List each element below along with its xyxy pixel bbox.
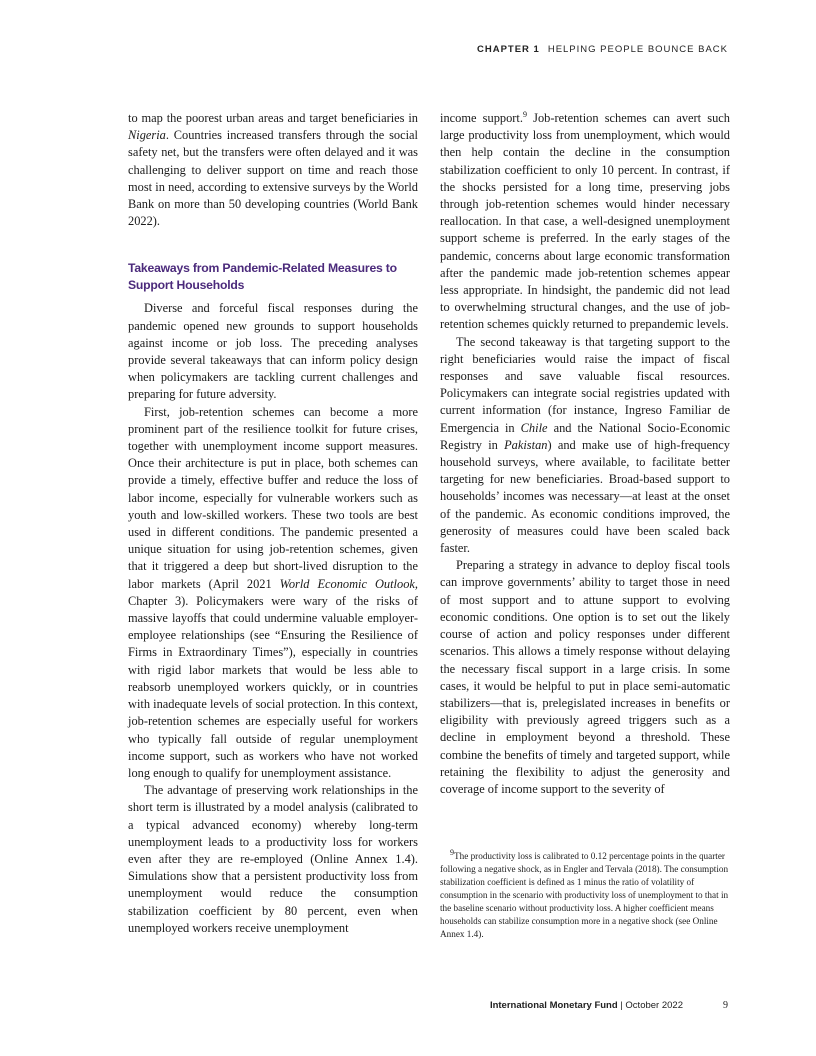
- left-column: [128, 110, 418, 937]
- footnote-ref[interactable]: 9: [522, 109, 527, 119]
- footnote-number: 9: [450, 847, 454, 857]
- paragraph: First, job-retention schemes can become a more prominent part of the resilience toolkit for future crises, together with unemployment income support measures. Once their architecture is put in place, both schemes can provide a timely, effective buffer and reduce the loss of labor income, especially for vulnerable workers such as youth and low-skilled workers. These two tools are best used in different conditions. The pandemic presented a unique situation for using job-retention schemes, given that it triggered a deep but short-lived disruption to the labor markets (April 2021 World Economic Outlook, Chapter 3). Policymakers were wary of the risks of massive layoffs that could undermine valuable employer-employee relationships (see “Ensuring the Resilience of Firms in Extraordinary Times”), especially in countries with rigid labor markets that would be less able to reabsorb unemployed workers quickly, or in countries with inadequate levels of social protection. In this context, job-retention schemes are especially useful for workers who typically fall outside of regular unemployment income support, such as workers who have not worked long enough to qualify for unemployment assistance.: [128, 404, 418, 780]
- chapter-title: HELPING PEOPLE BOUNCE BACK: [547, 44, 728, 55]
- paragraph: to map the poorest urban areas and target beneficiaries in Nigeria. Countries increased transfers through the social safety net, but the transfers were often delayed and it was challenging to deliver support on time and reach those most in need, according to extensive surveys by the World Bank on more than 50 developing countries (World Bank 2022).: [128, 111, 418, 229]
- section-heading: Takeaways from Pandemic-Related Measures to Support Households: [128, 261, 397, 293]
- footer-separator: |: [617, 1000, 626, 1011]
- paragraph: The second takeaway is that targeting support to the right beneficiaries would raise the impact of fiscal responses and save valuable fiscal resources. Policymakers can integrate social registries updated with current information (for instance, Ingreso Familiar de Emergencia in Chile and the National Socio-Economic Registry in Pakistan) and make use of high-frequency household surveys, where available, to facilitate better targeting for new beneficiaries. Broad-based support to households’ incomes was necessary—at least at the onset of the pandemic. As economic conditions improved, the generosity of measures could have been scaled back faster.: [440, 334, 730, 556]
- footer-date: October 2022: [625, 1000, 683, 1011]
- paragraph: income support.$^9$ Job-retention schemes can avert such large productivity loss from unemployment, which would then help contain the decline in the consumption stabilization coefficient to only 10 percent. In contrast, if the shocks persisted for a long time, preserving jobs through job-retention schemes would hinder necessary reallocation. In that case, a well-designed unemployment support scheme is preferred. In the early stages of the pandemic, concerns about large economic transformation after the pandemic made job-retention schemes appear less appropriate. In hindsight, the pandemic did not lead to overwhelming structural changes, and the use of job-retention schemes quickly returned to prepandemic levels.: [440, 109, 730, 332]
- paragraph: Preparing a strategy in advance to deploy fiscal tools can improve governments’ ability to target those in need of most support and to attune support to evolving economic conditions. One option is to set out the likely course of action and policy responses under different scenarios. This allows a timely response without delaying the necessary fiscal support in a large crisis. In some cases, it would be helpful to put in place semi-automatic stabilizers—that is, prelegislated increases in benefits or eligibility with previously agreed triggers such as a decline in employment beyond a threshold. These combine the benefits of timely and targeted support, while retaining the flexibility to adjust the generosity and coverage of income support to the severity of: [440, 558, 730, 796]
- running-header: [477, 44, 728, 55]
- chapter-label: CHAPTER 1: [476, 44, 540, 55]
- footnote: [440, 847, 732, 941]
- footer-org: International Monetary Fund: [489, 1000, 618, 1011]
- paragraph: The advantage of preserving work relationships in the short term is illustrated by a model analysis (calibrated to a typical advanced economy) whereby long-term unemployment leads to a productivity loss for workers even after they are re-employed (Online Annex 1.4). Simulations show that a persistent productivity loss from unemployment would reduce the consumption stabilization coefficient by 80 percent, even when unemployed workers receive unemployment: [128, 783, 418, 935]
- footnote-text: The productivity loss is calibrated to 0.12 percentage points in the quarter following a negative shock, as in Engler and Tervala (2018). The consumption stabilization coefficient is defined as 1 minus the ratio of volatility of consumption in the scenario with productivity loss of unemployment to that in the baseline scenario without productivity loss. A higher coefficient means households can stabilize consumption more in a negative shock (see Online Annex 1.4).: [440, 851, 729, 939]
- page-number: 9: [723, 1000, 728, 1011]
- paragraph: Diverse and forceful fiscal responses during the pandemic opened new grounds to support households against income or job loss. The preceding analyses provide several takeaways that can inform policy design when policymakers are tackling current challenges and preparing for future adversity.: [128, 301, 418, 402]
- page-footer: [490, 1000, 728, 1011]
- right-column: [440, 110, 730, 798]
